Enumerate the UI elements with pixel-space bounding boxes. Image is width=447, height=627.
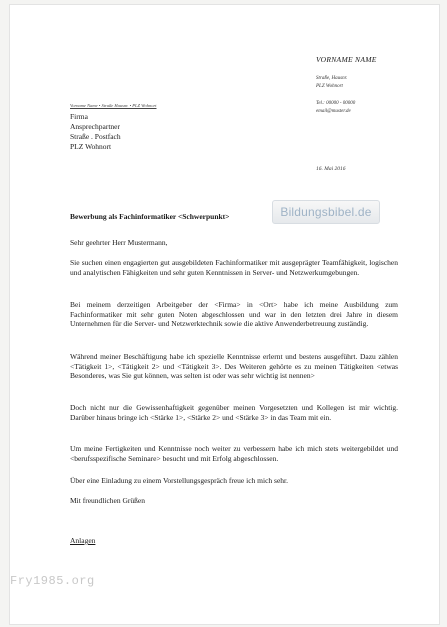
body-paragraph-1: Sie suchen einen engagierten gut ausgebildeten Fachinformatiker mit ausgeprägter Teamfähigkeit, logischen und analytischen Fähigkeiten und sehr guten Kenntnissen in Server- und Netzwerkumgebungen. xyxy=(70,258,398,277)
body-paragraph-3: Während meiner Beschäftigung habe ich spezielle Kenntnisse erlernt und bestens ausgeführt. Dazu zählen <Tätigkeit 1>, <Tätigkeit 2> und <Tätigkeit 3>. Des Weiteren gehörte es zu meinen Tätigkeiten <etwas Besonderes, was Sie gut können, was selten ist oder was sehr wichtig ist nennen> xyxy=(70,352,398,381)
recipient-street: Straße . Postfach xyxy=(70,132,121,141)
body-paragraph-4: Doch nicht nur die Gewissenhaftigkeit gegenüber meinen Vorgesetzten und Kollegen ist mir wichtig. Darüber hinaus bringe ich <Stärke 1>, <Stärke 2> und <Stärke 3> in das Team mit ein. xyxy=(70,403,398,422)
body-paragraph-6: Über eine Einladung zu einem Vorstellungsgespräch freue ich mich sehr. xyxy=(70,476,288,485)
body-paragraph-5: Um meine Fertigkeiten und Kenntnisse noch weiter zu verbessern habe ich mich stets weitergebildet und <berufsspezifische Seminare> besucht und mit Erfolg abgeschlossen. xyxy=(70,444,398,463)
sender-name: VORNAME NAME xyxy=(316,55,377,64)
salutation: Sehr geehrter Herr Mustermann, xyxy=(70,238,168,247)
return-address-line: Vorname Name • Straße Hausnr. • PLZ Wohnort xyxy=(70,103,157,108)
sender-street: Straße, Hausnr. xyxy=(316,76,348,81)
body-paragraph-2: Bei meinem derzeitigen Arbeitgeber der <Firma> in <Ort> habe ich meine Ausbildung zum Fachinformatiker mit sehr guten Noten abgeschlossen und war in den letzten drei Jahre in diesem Unternehmen für die Server- und Netzwerktechnik sowie die aktive Anwenderbetreuung zuständig. xyxy=(70,300,398,329)
letter-subject: Bewerbung als Fachinformatiker <Schwerpunkt> xyxy=(70,212,230,221)
letter-date: 16. Mai 2016 xyxy=(316,166,346,172)
watermark-badge: Bildungsbibel.de xyxy=(272,200,380,224)
sender-phone: Tel.: 00000 - 00000 xyxy=(316,101,356,106)
recipient-company: Firma xyxy=(70,112,88,121)
letter-page xyxy=(9,4,440,625)
attachments-label: Anlagen xyxy=(70,536,96,545)
footer-watermark: Fry1985.org xyxy=(10,574,95,588)
recipient-city: PLZ Wohnort xyxy=(70,142,112,151)
closing-greeting: Mit freundlichen Grüßen xyxy=(70,496,145,505)
sender-city: PLZ Wohnort xyxy=(316,84,343,89)
recipient-contact: Ansprechpartner xyxy=(70,122,120,131)
sender-email: email@muster.de xyxy=(316,109,351,114)
